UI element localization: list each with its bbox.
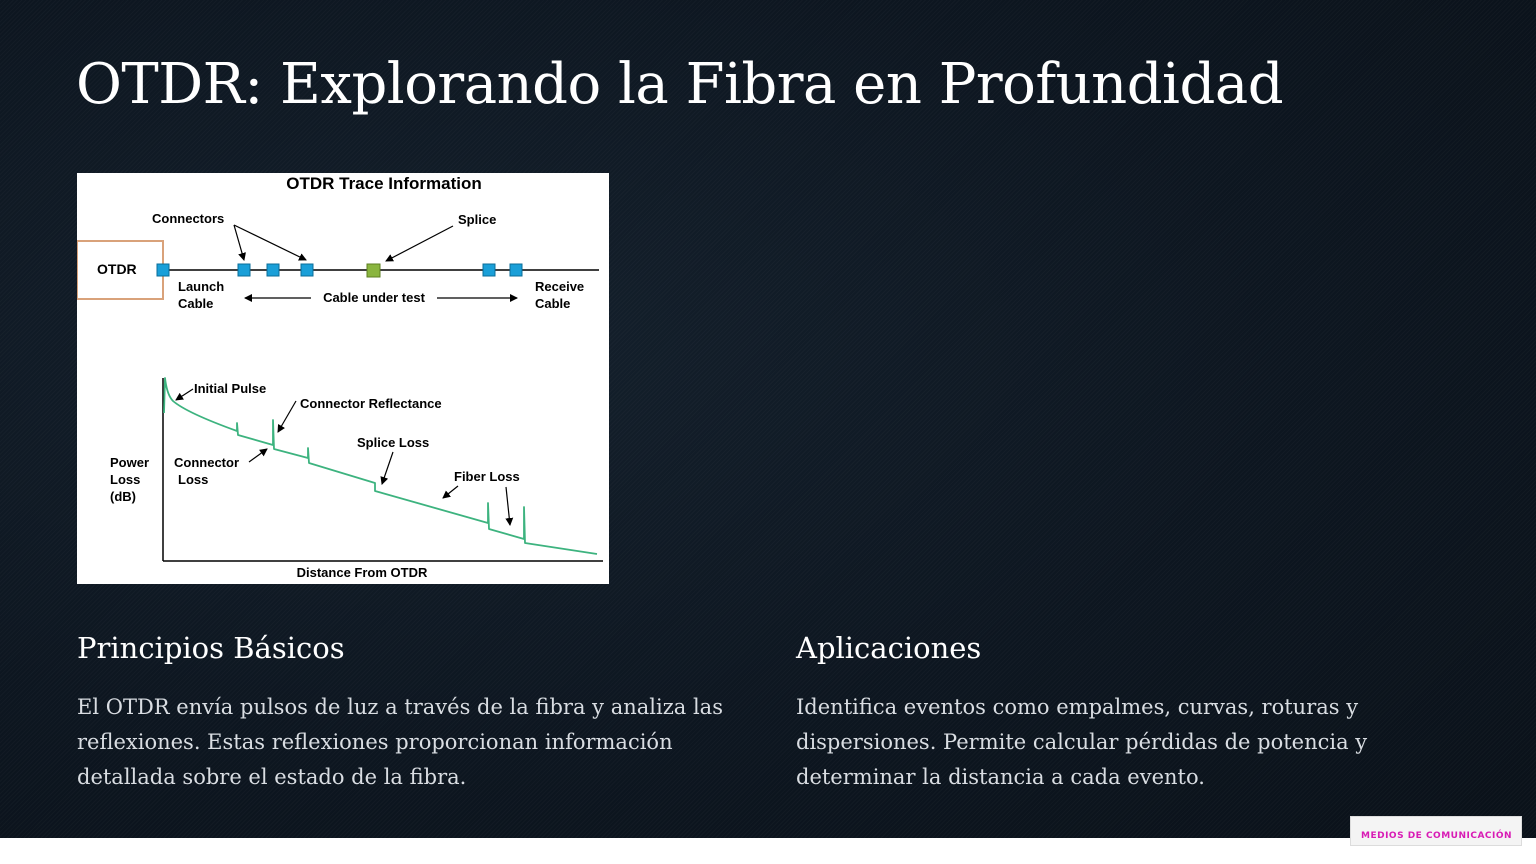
watermark-badge <box>1350 816 1522 846</box>
arrow <box>249 449 267 462</box>
section-text: El OTDR envía pulsos de luz a través de la fibra y analiza las reflexiones. Estas reflexiones proporcionan información detallada sobre el estado de la fibra. <box>77 695 723 789</box>
y-axis-label: Loss <box>110 472 141 487</box>
arrow <box>443 486 458 498</box>
fiber-loss-label: Fiber Loss <box>454 469 520 484</box>
watermark-text: MEDIOS DE COMUNICACIÓN <box>1361 831 1513 841</box>
otdr-trace-figure <box>77 173 609 584</box>
arrow <box>234 225 306 260</box>
otdr-label: OTDR <box>97 261 137 277</box>
arrow <box>506 487 510 525</box>
connector-marker <box>510 264 522 276</box>
arrow <box>176 389 193 400</box>
connector-marker <box>483 264 495 276</box>
cable-under-test-label: Cable under test <box>323 290 425 305</box>
bottom-bar <box>0 838 1536 864</box>
connector-marker <box>238 264 250 276</box>
connector-loss-label: Connector <box>174 455 239 470</box>
figure-title: OTDR Trace Information <box>286 174 482 193</box>
launch-cable-label: Launch <box>178 279 225 294</box>
splice-marker <box>367 264 380 277</box>
y-axis-label: (dB) <box>110 489 136 504</box>
section-principios <box>77 628 727 795</box>
receive-cable-label: Cable <box>535 296 571 311</box>
slide-title: OTDR: Explorando la Fibra en Profundidad <box>76 52 1284 117</box>
y-axis-label: Power <box>110 455 150 470</box>
x-axis-label: Distance From OTDR <box>296 565 428 580</box>
initial-pulse-label: Initial Pulse <box>194 381 267 396</box>
connector-marker <box>301 264 313 276</box>
otdr-trace-diagram <box>77 173 609 584</box>
section-heading: Aplicaciones <box>796 631 982 665</box>
arrow <box>234 225 244 260</box>
splice-label: Splice <box>458 212 497 227</box>
receive-cable-label: Receive <box>535 279 585 294</box>
splice-loss-label: Splice Loss <box>357 435 430 450</box>
arrow <box>278 401 296 432</box>
connector-marker <box>157 264 169 276</box>
arrow <box>386 226 453 261</box>
connector-reflectance-label: Connector Reflectance <box>300 396 442 411</box>
connector-marker <box>267 264 279 276</box>
section-aplicaciones <box>796 628 1446 795</box>
arrow <box>382 452 393 484</box>
section-text: Identifica eventos como empalmes, curvas, roturas y dispersiones. Permite calcular pérdidas de potencia y determinar la distancia a cada evento. <box>796 695 1368 789</box>
launch-cable-label: Cable <box>178 296 214 311</box>
connectors-label: Connectors <box>152 211 225 226</box>
section-heading: Principios Básicos <box>77 631 345 665</box>
connector-loss-label: Loss <box>178 472 209 487</box>
